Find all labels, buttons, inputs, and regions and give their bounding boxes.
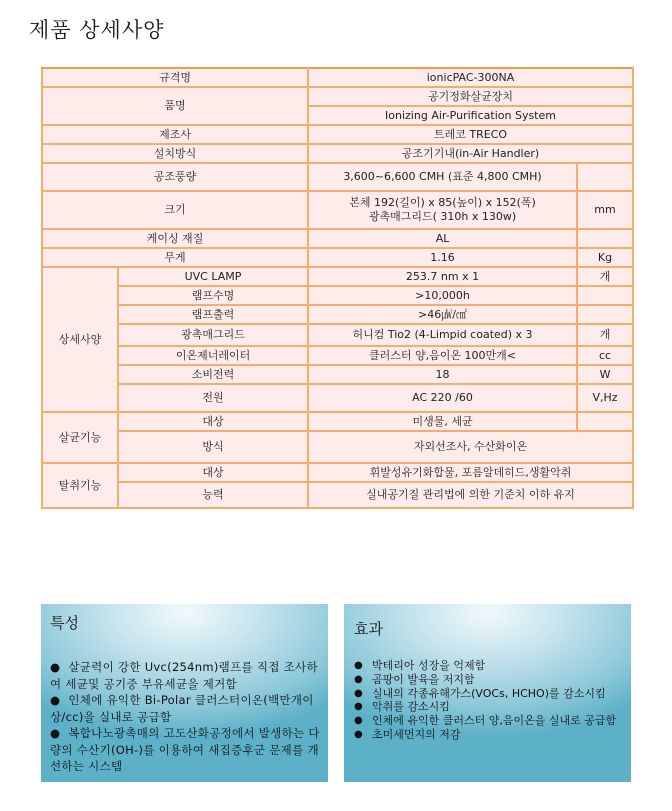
effect-text: 박테리아 성장을 억제함 (372, 659, 486, 672)
feature-text: 인체에 유익한 Bi-Polar 클러스터이온(백만개이상/cc)을 실내로 공급함 (50, 693, 314, 724)
group-label-deodorization: 탈취기능 (42, 463, 118, 508)
bullet-icon: ● (354, 701, 363, 713)
features-list (50, 659, 320, 775)
table-row-uvc-lamp (42, 267, 633, 286)
bullet-icon: ● (50, 693, 61, 707)
effects-title: 효과 (354, 620, 383, 638)
label-cell: 공조풍량 (42, 163, 308, 191)
table-row-photocatalyst-grid (42, 324, 633, 346)
table-row-power-supply (42, 384, 633, 412)
list-item (354, 687, 623, 701)
unit-cell: 개 (577, 324, 633, 346)
bullet-icon: ● (354, 687, 363, 699)
feature-text: 복합나노광촉매의 고도산화공정에서 발생하는 다량의 수산기(OH-)를 이용하여 새집증후군 문제를 개선하는 시스템 (50, 726, 320, 773)
table-row-deodorization-target (42, 463, 633, 482)
value-cell (308, 191, 577, 229)
list-item (50, 725, 320, 775)
effect-text: 인체에 유익한 클러스터 양,음이온을 실내로 공급함 (372, 714, 617, 728)
table-row-ion-generator (42, 346, 633, 365)
bullet-icon: ● (354, 728, 363, 740)
table-row-lamp-life (42, 286, 633, 305)
unit-cell (577, 412, 633, 431)
table-row-sterilization-method (42, 431, 633, 463)
bullet-icon: ● (354, 673, 363, 685)
value-cell: 미생물, 세균 (308, 412, 577, 431)
effect-text: 초미세먼지의 저감 (372, 727, 461, 741)
label-cell: 능력 (118, 482, 308, 508)
label-cell: 램프수명 (118, 286, 308, 305)
feature-text: 살균력이 강한 Uvc(254nm)램프를 직접 조사하여 세균및 공기중 부유세균을 제거함 (50, 660, 318, 691)
value-cell: 253.7 nm x 1 (308, 267, 577, 286)
list-item (354, 728, 623, 742)
table-row-product-name (42, 87, 633, 106)
effect-text: 실내의 각종유해가스(VOCs, HCHO)를 감소시킴 (372, 686, 606, 700)
features-panel (41, 604, 328, 782)
unit-cell (577, 286, 633, 305)
label-cell: 광촉매그리드 (118, 324, 308, 346)
group-label-sterilization: 살균기능 (42, 412, 118, 463)
unit-cell: 개 (577, 267, 633, 286)
label-cell: 이온제너레이터 (118, 346, 308, 365)
label-cell: UVC LAMP (118, 267, 308, 286)
value-cell: 18 (308, 365, 577, 384)
label-cell: 방식 (118, 431, 308, 463)
page-title: 제품 상세사양 (29, 18, 165, 42)
list-item (354, 700, 623, 714)
table-row-size (42, 191, 633, 229)
value-cell: AC 220 /60 (308, 384, 577, 412)
table-row-manufacturer (42, 125, 633, 144)
unit-cell (577, 305, 633, 324)
group-label-detail: 상세사양 (42, 267, 118, 412)
bullet-icon: ● (354, 715, 363, 727)
value-cell: 허니컴 Tio2 (4-Limpid coated) x 3 (308, 324, 577, 346)
table-row-deodorization-capacity (42, 482, 633, 508)
table-row-model (42, 68, 633, 87)
label-cell: 크기 (42, 191, 308, 229)
table-row-airflow (42, 163, 633, 191)
table-row-power-consumption (42, 365, 633, 384)
value-cell: >10,000h (308, 286, 577, 305)
label-cell: 설치방식 (42, 144, 308, 163)
unit-cell: mm (577, 191, 633, 229)
value-cell: 휘발성유기화합물, 포름알데히드,생활악취 (308, 463, 633, 482)
value-cell: 트레코 TRECO (308, 125, 633, 144)
list-item (354, 659, 623, 673)
value-cell: 실내공기질 관리법에 의한 기준치 이하 유지 (308, 482, 633, 508)
unit-cell (577, 229, 633, 248)
table-row-lamp-output (42, 305, 633, 324)
unit-cell: W (577, 365, 633, 384)
bullet-icon: ● (50, 726, 61, 740)
list-item (354, 673, 623, 687)
table-row-sterilization-target (42, 412, 633, 431)
label-cell: 규격명 (42, 68, 308, 87)
label-cell: 전원 (118, 384, 308, 412)
label-cell: 대상 (118, 412, 308, 431)
size-line-1: 본체 192(길이) x 85(높이) x 152(폭) (349, 196, 536, 209)
unit-cell: Kg (577, 248, 633, 267)
features-title: 특성 (50, 614, 79, 632)
value-cell: 자외선조사, 수산화이온 (308, 431, 633, 463)
value-cell: 공조기기내(in-Air Handler) (308, 144, 633, 163)
value-cell: >46㎼/㎠ (308, 305, 577, 324)
label-cell: 소비전력 (118, 365, 308, 384)
spec-table (41, 67, 634, 509)
value-cell: 1.16 (308, 248, 577, 267)
effect-text: 곰팡이 발육을 저지함 (372, 672, 475, 686)
table-row-weight (42, 248, 633, 267)
value-cell: AL (308, 229, 577, 248)
effects-panel (344, 604, 631, 782)
unit-cell: cc (577, 346, 633, 365)
effect-text: 악취를 감소시킴 (372, 700, 450, 714)
list-item (50, 692, 320, 725)
label-cell: 램프출력 (118, 305, 308, 324)
unit-cell: V,Hz (577, 384, 633, 412)
label-cell: 케이싱 재질 (42, 229, 308, 248)
size-line-2: 광촉매그리드( 310h x 130w) (368, 210, 517, 223)
value-cell: 클러스터 양,음이온 100만개< (308, 346, 577, 365)
table-row-installation (42, 144, 633, 163)
bullet-icon: ● (354, 660, 363, 671)
table-row-casing (42, 229, 633, 248)
unit-cell (577, 163, 633, 191)
label-cell: 품명 (42, 87, 308, 125)
value-cell: 3,600~6,600 CMH (표준 4,800 CMH) (308, 163, 577, 191)
bullet-icon: ● (50, 660, 61, 674)
label-cell: 대상 (118, 463, 308, 482)
value-cell: ionicPAC-300NA (308, 68, 633, 87)
effects-list (354, 659, 623, 742)
list-item (354, 714, 623, 728)
list-item (50, 659, 320, 692)
value-cell: Ionizing Air-Purification System (308, 106, 633, 125)
label-cell: 제조사 (42, 125, 308, 144)
value-cell: 공기정화살균장치 (308, 87, 633, 106)
label-cell: 무게 (42, 248, 308, 267)
